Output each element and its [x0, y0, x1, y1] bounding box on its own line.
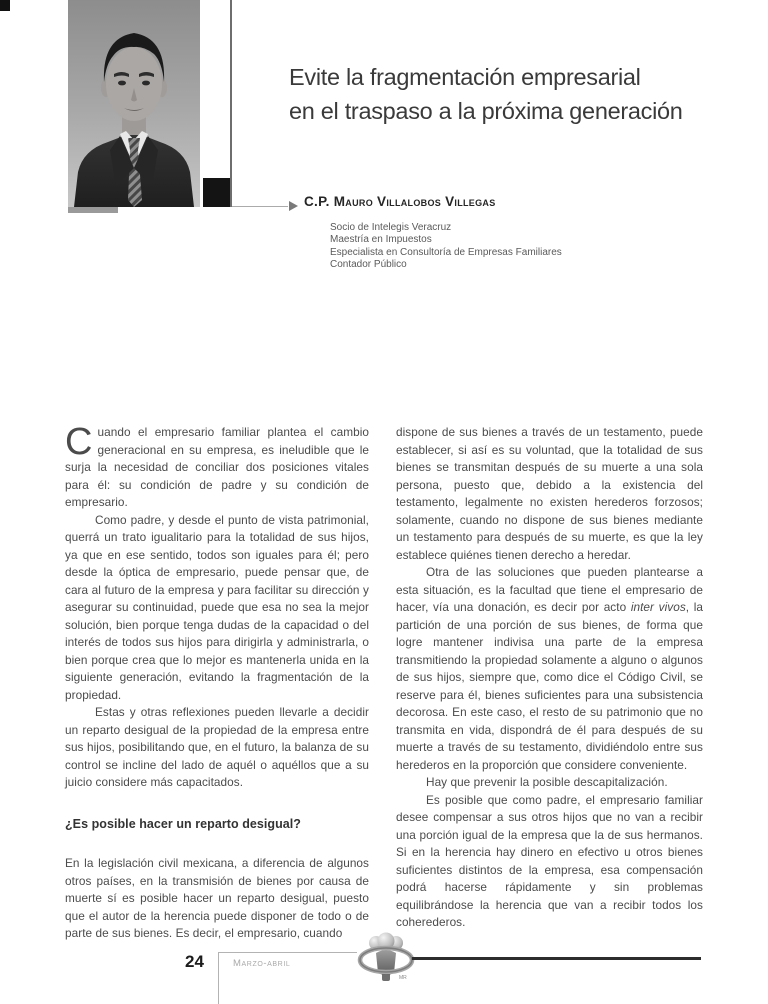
paragraph: Como padre, y desde el punto de vista patrimonial, querrá un trato igualitario para la totalidad de sus hijos, ya que en ese sentido, todos son iguales para él; pero desde la óptica de empresario, puede pensar que, de cara al futuro de la empresa y para facilitar su dirección y asegurar su continuidad, puede que esa no sea la mejor solución, bien porque tenga dudas de la capacidad o del interés de todos sus hijos para dirigirla y administrarla, o bien porque crea que lo mejor es mantenerla unida en la siguiente generación, evitando la fragmentación de la propiedad.: [65, 512, 369, 702]
issue-label: Marzo-abril: [233, 958, 291, 969]
article-column-right: [396, 424, 703, 932]
article-column-left: [65, 421, 369, 943]
footer-horizontal-rule: [218, 952, 357, 953]
section-subheading: ¿Es posible hacer un reparto desigual?: [65, 816, 301, 831]
paragraph: Es posible que como padre, el empresario familiar desee compensar a sus otros hijos que no van a recibir una porción igual de la empresa que la de sus hermanos. Si en la herencia hay dinero en efectivo u otros bienes suficientes distintos de la empresa, esa compensación podrá hacerse rápidamente y sin problemas equilibrándose la herencia que van a recibir todos los coherederos.: [396, 792, 703, 929]
paragraph: Hay que prevenir la posible descapitalización.: [426, 775, 668, 789]
publisher-logo-image: [355, 929, 417, 989]
author-name: C.P. Mauro Villalobos Villegas: [304, 194, 496, 209]
credential-line: Maestría en Impuestos: [330, 234, 432, 246]
paragraph: dispone de sus bienes a través de un testamento, puede establecer, si así es su voluntad, que la totalidad de sus bienes se transmitan después de su muerte a una sola persona, puesto que, debido a la existencia del testamento, legalmente no existen herederos forzosos; solamente, cuando no dispone de sus bienes mediante un testamento para después de su muerte, es que la ley establece quiénes tienen derecho a heredar.: [396, 425, 703, 562]
article-title: [289, 61, 759, 128]
page-number: 24: [185, 952, 204, 971]
title-line-1: Evite la fragmentación empresarial: [289, 64, 641, 90]
credential-line: Contador Público: [330, 259, 407, 271]
drop-cap: C: [65, 421, 93, 463]
credential-line: Socio de Intelegis Veracruz: [330, 222, 452, 233]
paragraph-text: , la partición de una porción de sus bienes, de forma que logre mantener indivisa una parte de la empresa transmitiendo la propiedad solamente a alguno o algunos de sus hijos, siempre que, como dice el Código Civil, se reserve para él, bienes suficientes para una subsistencia decorosa. En este caso, el resto de su patrimonio que no transmita en vida, dispondrá de él para después de su muerte a través de su testamento, dividiéndolo entre sus herederos en la proporción que considere conveniente.: [396, 600, 704, 772]
credential-line: Especialista en Consultoría de Empresas Familiares: [330, 246, 562, 258]
title-line-2: en el traspaso a la próxima generación: [289, 97, 683, 124]
footer-thick-rule: [412, 957, 701, 960]
paragraph-text: Otra de las soluciones que pueden plantearse a esta situación, es la facultad que tiene el empresario de hacer, vía una donación, es decir por acto: [396, 565, 703, 614]
author-rule-line: [232, 206, 288, 207]
author-photo: [68, 0, 200, 207]
paragraph: Estas y otras reflexiones pueden llevarle a decidir un reparto desigual de la propiedad de la empresa entre sus hijos, posibilitando que, en el futuro, la balanza de su control se incline del lado de aquél o aquéllos que a su juicio considere más capacitados.: [65, 705, 369, 789]
header-divider-line: [230, 0, 232, 207]
logo-mark-text: MR: [399, 975, 407, 981]
photo-underline-bar: [68, 207, 118, 213]
paragraph: En la legislación civil mexicana, a diferencia de algunos otros países, en la transmisión de bienes por causa de muerte sí es posible hacer un reparto desigual, puesto que el autor de la herencia puede disponer de todo o de parte de sus bienes. Es decir, el empresario, cuando: [65, 856, 369, 940]
paragraph-lead: [65, 421, 369, 512]
corner-mark: [0, 0, 10, 11]
paragraph-text: uando el empresario familiar plantea el cambio generacional en su empresa, es ineludible que le surja la necesidad de conciliar dos posiciones vitales para él: su condición de padre y su condición de empresario.: [65, 425, 369, 509]
publisher-logo: [355, 929, 417, 989]
author-photo-image: [68, 0, 200, 207]
author-credentials: [330, 222, 562, 272]
arrow-right-icon: [289, 201, 298, 211]
footer-vertical-rule: [218, 952, 219, 1004]
header-black-square: [203, 178, 231, 207]
latin-phrase: inter vivos: [630, 600, 686, 614]
paragraph: [396, 564, 703, 774]
